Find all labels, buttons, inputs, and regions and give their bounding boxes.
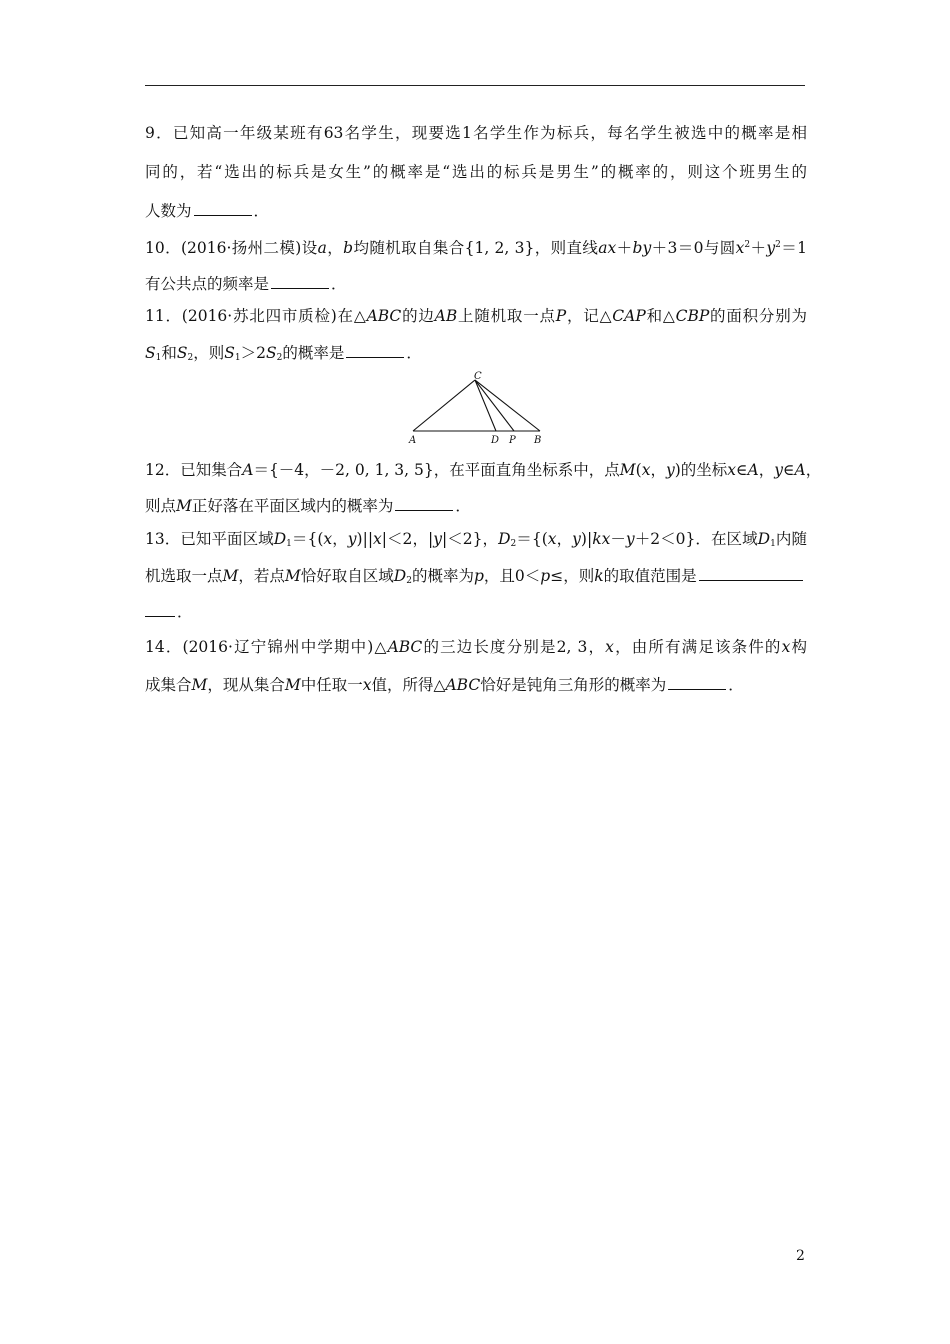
problem-14-line-1 xyxy=(145,636,807,658)
answer-blank[interactable] xyxy=(271,274,329,289)
subscript: 2 xyxy=(276,353,283,363)
var-x: x xyxy=(323,530,333,548)
text: ， xyxy=(326,239,344,257)
var-ab: AB xyxy=(434,307,458,325)
triangle-figure xyxy=(405,370,550,448)
var-a: a xyxy=(317,239,327,257)
text: 正好落在平面区域内的概率为 xyxy=(191,497,394,515)
answer-blank[interactable] xyxy=(699,566,803,581)
var-d: D xyxy=(757,530,771,548)
var-s: S xyxy=(176,344,188,362)
text: － xyxy=(610,530,626,548)
var-s: S xyxy=(145,344,156,362)
problem-11-line-1 xyxy=(145,305,807,327)
text: ． xyxy=(406,344,422,362)
subscript: 1 xyxy=(286,539,292,549)
problem-10-line-2 xyxy=(145,273,347,295)
text: ＞2 xyxy=(240,344,266,362)
text: 均随机取自集合{1, 2, 3}，则直线 xyxy=(353,239,599,257)
label-c: C xyxy=(474,371,482,382)
var-x: x xyxy=(373,530,382,548)
text: ，则 xyxy=(193,344,225,362)
text: ∈ xyxy=(783,461,795,479)
text: ，若点 xyxy=(238,567,285,585)
var-cbp: CBP xyxy=(675,307,710,325)
problem-13-line-3 xyxy=(145,601,193,623)
text: ． xyxy=(331,275,347,293)
text: 13．已知平面区域 xyxy=(145,530,274,548)
text: )| xyxy=(580,530,593,548)
term-by: by xyxy=(632,239,652,257)
var-p: p xyxy=(540,567,551,585)
problem-13-line-1 xyxy=(145,528,807,550)
var-b: b xyxy=(343,239,354,257)
page-number: 2 xyxy=(796,1248,805,1264)
var-y: y xyxy=(665,461,675,479)
answer-blank-continued[interactable] xyxy=(145,602,175,617)
text: ， xyxy=(650,461,666,479)
text: 的面积分别为 xyxy=(709,307,807,325)
label-a: A xyxy=(409,435,417,446)
problem-12-line-2 xyxy=(145,495,471,517)
subscript: 1 xyxy=(234,353,241,363)
var-x: x xyxy=(727,461,737,479)
var-m: M xyxy=(191,676,208,694)
text: 内随 xyxy=(775,530,807,548)
var-y: y xyxy=(625,530,635,548)
text: ＋2＜0}．在区域 xyxy=(634,530,758,548)
text: |＜2，| xyxy=(381,530,434,548)
text: ，现从集合 xyxy=(207,676,285,694)
text: ． xyxy=(177,603,193,621)
text: 构 xyxy=(790,638,807,656)
problem-9-line-3 xyxy=(145,200,269,222)
var-y: y xyxy=(433,530,442,548)
text: 机选取一点 xyxy=(145,567,223,585)
label-p: P xyxy=(509,435,516,446)
var-a: A xyxy=(242,461,254,479)
text: ＝{－4，－2, 0, 1, 3, 5}，在平面直角坐标系中，点 xyxy=(253,461,620,479)
var-a: A xyxy=(747,461,759,479)
var-abc: ABC xyxy=(445,676,481,694)
problem-10-line-1 xyxy=(145,237,807,259)
text: 中任取一 xyxy=(300,676,363,694)
var-d: D xyxy=(393,567,407,585)
subscript: 2 xyxy=(406,576,412,586)
answer-blank[interactable] xyxy=(668,675,726,690)
subscript: 1 xyxy=(770,539,776,549)
var-d: D xyxy=(498,530,511,548)
var-k: k xyxy=(594,567,604,585)
var-m: M xyxy=(284,676,301,694)
text: ， xyxy=(758,461,775,479)
text: 的边 xyxy=(401,307,435,325)
text: |＜2}， xyxy=(442,530,499,548)
var-y: y xyxy=(766,239,776,257)
text: ≤，则 xyxy=(550,567,595,585)
var-x: x xyxy=(547,530,557,548)
var-y: y xyxy=(347,530,357,548)
text: ∈ xyxy=(736,461,748,479)
text: ＝1 xyxy=(780,239,807,257)
var-k: k xyxy=(592,530,602,548)
text: 恰好取自区域 xyxy=(300,567,394,585)
text: ＋3＝0与圆 xyxy=(651,239,736,257)
text: 10．(2016·扬州二模)设 xyxy=(145,239,318,257)
subscript: 2 xyxy=(510,539,517,549)
var-m: M xyxy=(619,461,636,479)
var-x: x xyxy=(735,239,745,257)
text: ，且0＜ xyxy=(483,567,541,585)
text: 和 xyxy=(161,344,177,362)
var-a: A xyxy=(794,461,806,479)
header-rule xyxy=(145,85,805,86)
text: 的取值范围是 xyxy=(603,567,697,585)
subscript: 1 xyxy=(155,353,162,363)
text: )的坐标 xyxy=(674,461,728,479)
problem-13-line-2 xyxy=(145,565,805,587)
text: 值，所得△ xyxy=(371,676,446,694)
text: ＝{( xyxy=(291,530,324,548)
var-s: S xyxy=(265,344,277,362)
text: 同的，若“选出的标兵是女生”的概率是“选出的标兵是男生”的概率的，则这个班男生的 xyxy=(145,163,807,181)
term-ax: ax xyxy=(598,239,617,257)
var-y: y xyxy=(774,461,783,479)
var-x: x xyxy=(605,638,614,656)
var-m: M xyxy=(222,567,239,585)
var-m: M xyxy=(284,567,301,585)
var-x: x xyxy=(601,530,611,548)
text: ， xyxy=(332,530,348,548)
var-x: x xyxy=(362,676,372,694)
problem-14-line-2 xyxy=(145,674,744,696)
problem-9-line-2 xyxy=(145,161,807,183)
answer-blank[interactable] xyxy=(346,343,404,358)
text: ． xyxy=(253,202,270,220)
subscript: 2 xyxy=(187,353,194,363)
text: 的三边长度分别是2, 3， xyxy=(422,638,606,656)
exponent: 2 xyxy=(744,240,751,250)
text: 恰好是钝角三角形的概率为 xyxy=(480,676,667,694)
text: ＝{( xyxy=(516,530,548,548)
text: 11．(2016·苏北四市质检)在△ xyxy=(145,307,367,325)
text: 有公共点的频率是 xyxy=(145,275,270,293)
text: 12．已知集合 xyxy=(145,461,243,479)
problem-11-line-2 xyxy=(145,342,422,364)
segment-ca xyxy=(413,380,475,431)
var-p: p xyxy=(473,567,484,585)
text: ， xyxy=(556,530,573,548)
text: ( xyxy=(635,461,642,479)
text: 14．(2016·辽宁锦州中学期中)△ xyxy=(145,638,388,656)
text: 上随机取一点 xyxy=(457,307,556,325)
problem-9-line-1 xyxy=(145,122,807,144)
label-b: B xyxy=(534,435,542,446)
text: 人数为 xyxy=(145,202,192,220)
text: 的概率是 xyxy=(282,344,345,362)
text: 9．已知高一年级某班有63名学生，现要选1名学生作为标兵，每名学生被选中的概率是相 xyxy=(145,124,807,142)
text: )|| xyxy=(356,530,374,548)
answer-blank[interactable] xyxy=(194,201,252,216)
answer-blank[interactable] xyxy=(395,496,453,511)
text: ，由所有满足该条件的 xyxy=(613,638,782,656)
text: ＋ xyxy=(616,239,633,257)
var-abc: ABC xyxy=(387,638,423,656)
text: ． xyxy=(728,676,744,694)
text: 和△ xyxy=(645,307,676,325)
text: ， xyxy=(805,461,822,479)
text: 成集合 xyxy=(145,676,192,694)
var-x: x xyxy=(781,638,791,656)
var-m: M xyxy=(176,497,192,515)
var-cap: CAP xyxy=(612,307,646,325)
var-x: x xyxy=(641,461,651,479)
text: 的概率为 xyxy=(411,567,474,585)
var-abc: ABC xyxy=(366,307,402,325)
label-d: D xyxy=(491,435,500,446)
exponent: 2 xyxy=(775,240,781,250)
var-p: P xyxy=(555,307,567,325)
var-d: D xyxy=(273,530,287,548)
text: ，记△ xyxy=(566,307,613,325)
problem-12-line-1 xyxy=(145,459,822,481)
text: 则点 xyxy=(145,497,177,515)
var-s: S xyxy=(224,344,235,362)
var-y: y xyxy=(572,530,581,548)
text: ． xyxy=(455,497,471,515)
text: ＋ xyxy=(750,239,767,257)
